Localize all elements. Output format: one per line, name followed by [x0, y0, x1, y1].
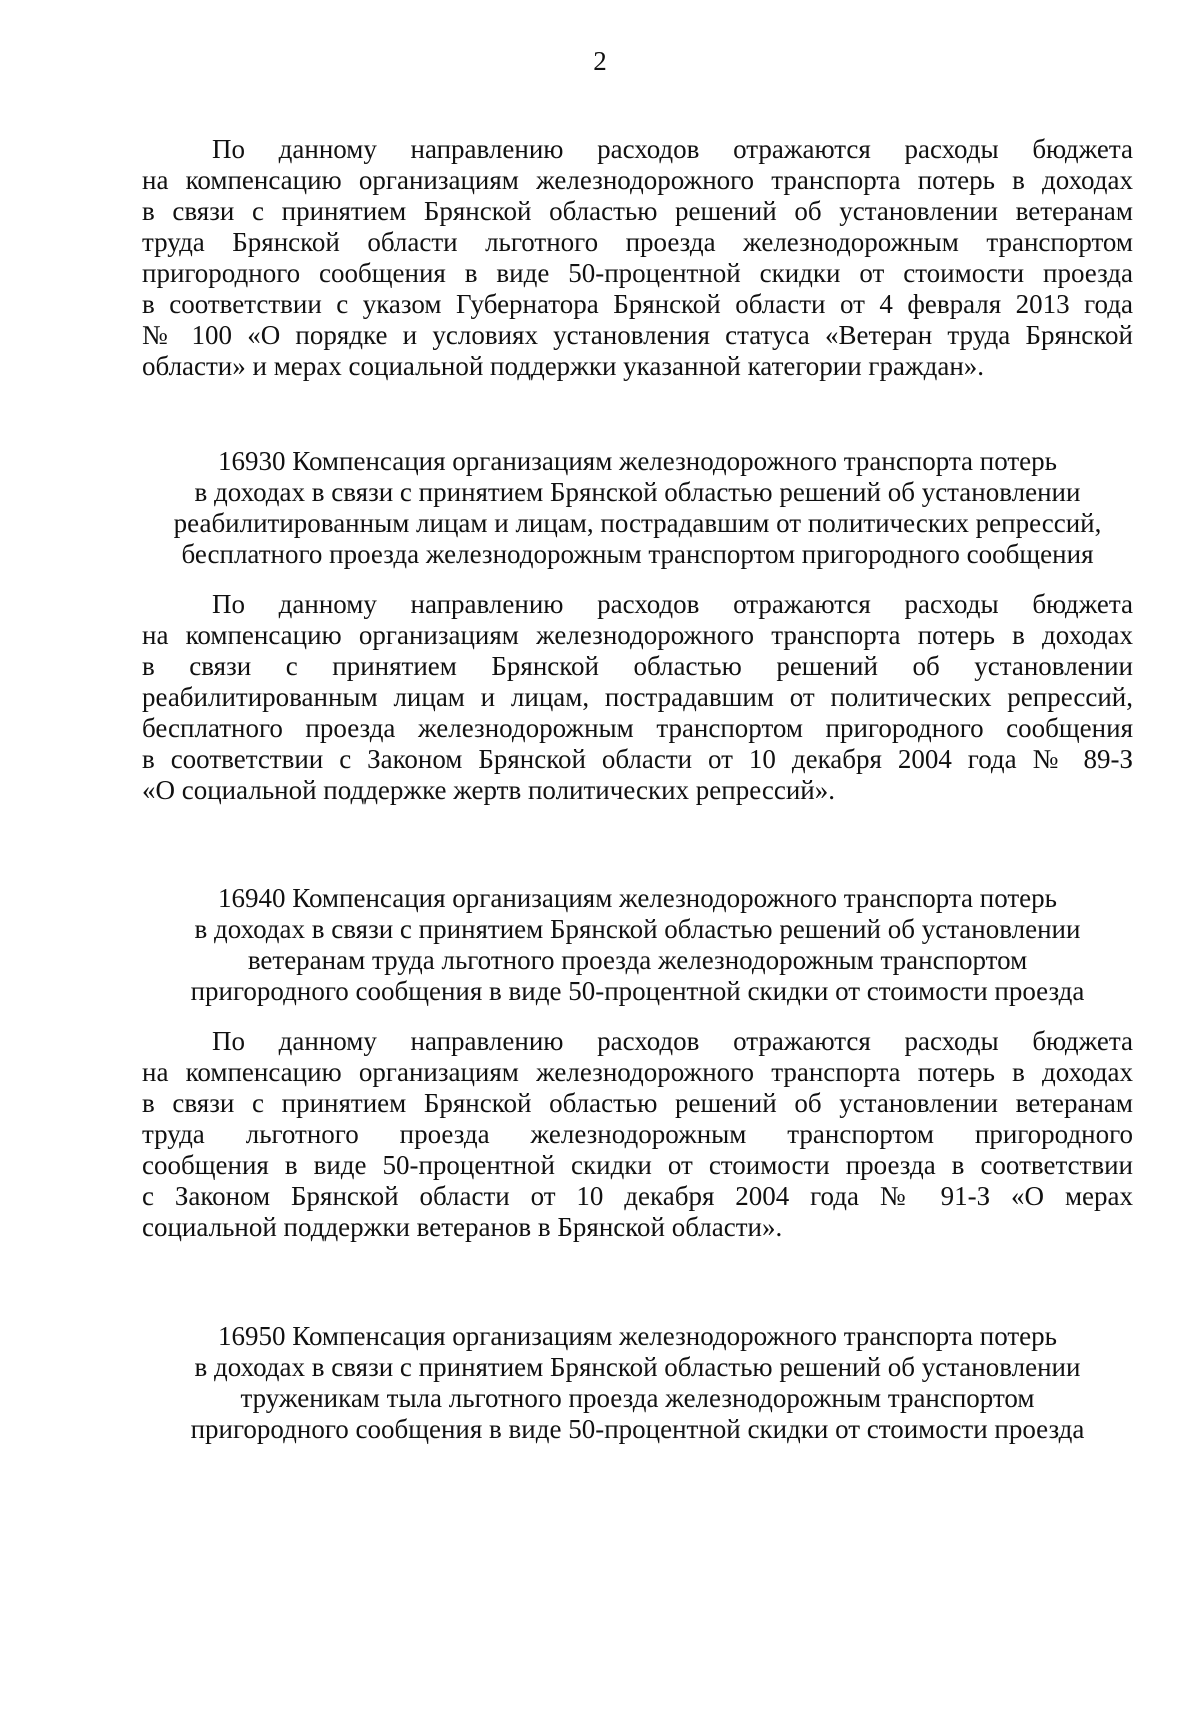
heading-line: реабилитированным лицам и лицам, пострадавшим от политических репрессий,	[173, 508, 1102, 538]
text-line: социальной поддержки ветеранов в Брянской области».	[142, 1212, 783, 1242]
text-line: на компенсацию организациям железнодорожного транспорта потерь в доходах	[142, 165, 1133, 195]
text-line: области» и мерах социальной поддержки указанной категории граждан».	[142, 351, 985, 381]
heading-line: пригородного сообщения в виде 50-процентной скидки от стоимости проезда	[190, 976, 1085, 1006]
text-line: По данному направлению расходов отражаются расходы бюджета	[212, 589, 1133, 619]
text-line: труда льготного проезда железнодорожным транспортом пригородного	[142, 1119, 1133, 1149]
text-line: в связи с принятием Брянской областью решений об установлении ветеранам	[142, 196, 1133, 226]
heading-line: в доходах в связи с принятием Брянской областью решений об установлении	[194, 1352, 1081, 1382]
text-line: № 100 «О порядке и условиях установления статуса «Ветеран труда Брянской	[142, 320, 1133, 350]
text-line: сообщения в виде 50-процентной скидки от стоимости проезда в соответствии	[142, 1150, 1133, 1180]
heading-line: 16940 Компенсация организациям железнодорожного транспорта потерь	[218, 883, 1057, 913]
text-line: в связи с принятием Брянской областью решений об установлении ветеранам	[142, 1088, 1133, 1118]
page-number: 2	[593, 46, 607, 76]
text-line: в связи с принятием Брянской областью решений об установлении	[142, 651, 1133, 681]
text-line: «О социальной поддержке жертв политических репрессий».	[142, 775, 835, 805]
heading-line: труженикам тыла льготного проезда железнодорожным транспортом	[240, 1383, 1035, 1413]
heading-line: ветеранам труда льготного проезда железнодорожным транспортом	[247, 945, 1028, 975]
text-line: бесплатного проезда железнодорожным транспортом пригородного сообщения	[142, 713, 1133, 743]
text-line: По данному направлению расходов отражаются расходы бюджета	[212, 134, 1133, 164]
text-line: на компенсацию организациям железнодорожного транспорта потерь в доходах	[142, 1057, 1133, 1087]
heading-line: бесплатного проезда железнодорожным транспортом пригородного сообщения	[181, 539, 1094, 569]
text-line: в соответствии с указом Губернатора Брянской области от 4 февраля 2013 года	[142, 289, 1133, 319]
heading-line: 16930 Компенсация организациям железнодорожного транспорта потерь	[218, 446, 1057, 476]
text-line: на компенсацию организациям железнодорожного транспорта потерь в доходах	[142, 620, 1133, 650]
text-line: труда Брянской области льготного проезда железнодорожным транспортом	[142, 227, 1133, 257]
heading-line: пригородного сообщения в виде 50-процентной скидки от стоимости проезда	[190, 1414, 1085, 1444]
text-line: с Законом Брянской области от 10 декабря 2004 года № 91-З «О мерах	[142, 1181, 1133, 1211]
text-line: реабилитированным лицам и лицам, пострадавшим от политических репрессий,	[142, 682, 1133, 712]
text-line: По данному направлению расходов отражаются расходы бюджета	[212, 1026, 1133, 1056]
heading-line: в доходах в связи с принятием Брянской областью решений об установлении	[194, 914, 1081, 944]
heading-line: 16950 Компенсация организациям железнодорожного транспорта потерь	[218, 1321, 1057, 1351]
heading-line: в доходах в связи с принятием Брянской областью решений об установлении	[194, 477, 1081, 507]
text-line: пригородного сообщения в виде 50-процентной скидки от стоимости проезда	[142, 258, 1133, 288]
text-line: в соответствии с Законом Брянской области от 10 декабря 2004 года № 89-З	[142, 744, 1133, 774]
